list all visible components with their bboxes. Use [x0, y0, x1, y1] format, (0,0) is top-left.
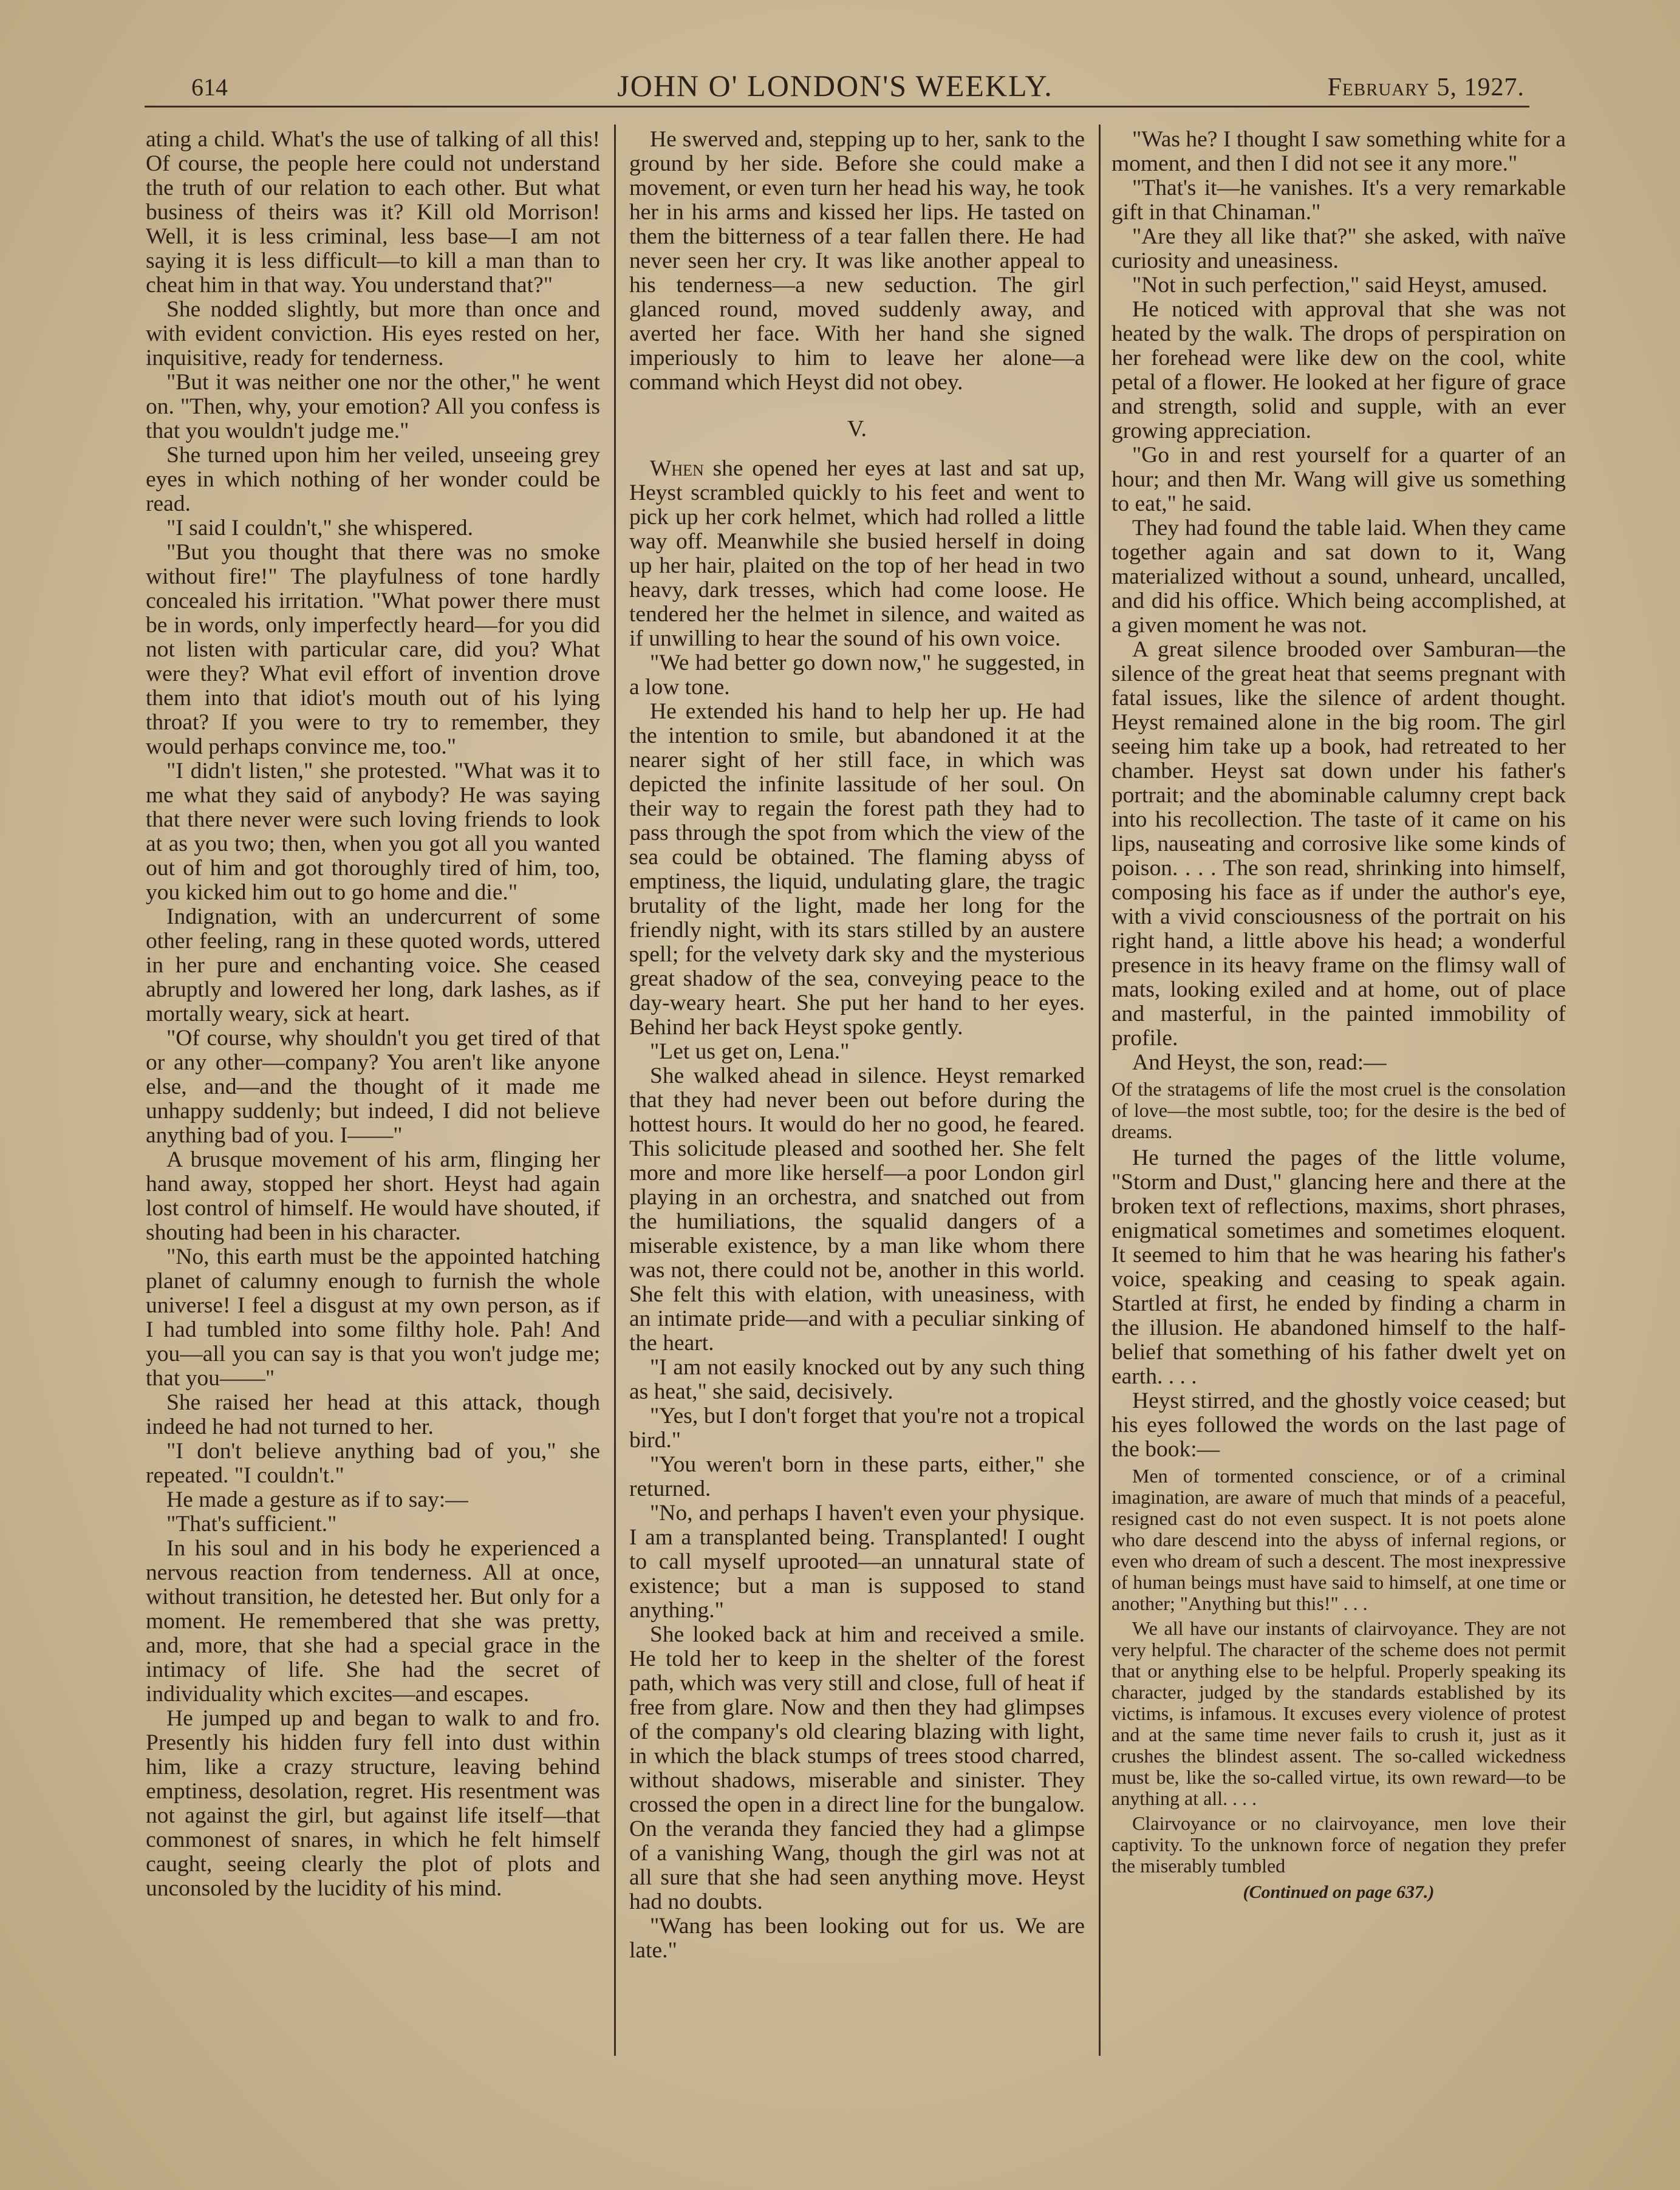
quotation-1: Of the stratagems of life the most cruel is the consolation of love—the most subtle, too; for the desire is the bed of dreams.: [1111, 1078, 1566, 1142]
header-rule: [145, 106, 1529, 107]
column-3-quotation: [1111, 1465, 1566, 1877]
paragraph: They had found the table laid. When they came together again and sat down to it, Wang materialized without a sound, unheard, uncalled, and did his office. Which being accomplished, at a given moment he was not.: [1111, 516, 1566, 638]
column-2-top: [629, 128, 1085, 395]
paragraph: "We had better go down now," he suggested, in a low tone.: [629, 650, 1085, 700]
column-rule-left: [614, 125, 616, 2056]
paragraph: "I didn't listen," she protested. "What was it to me what they said of anybody? He was saying that there never were such loving friends to look at as you two; then, when you got all you wanted out of him and got thoroughly tired of him, too, you kicked him out to go home and die.": [146, 759, 600, 905]
paragraph: She nodded slightly, but more than once and with evident conviction. His eyes rested on her, inquisitive, ready for tenderness.: [146, 297, 600, 370]
paragraph: "Of course, why shouldn't you get tired of that or any other—company? You aren't like anyone else, and—and the thought of it made me unhappy suddenly; but indeed, I did not believe anything bad of you. I——": [146, 1026, 600, 1148]
paragraph: He turned the pages of the little volume, "Storm and Dust," glancing here and there at the broken text of reflections, maxims, short phrases, enigmatical sometimes and sometimes eloquent. It seemed to him that he was hearing his father's voice, speaking and ceasing to speak again. Startled at first, he ended by finding a charm in the illusion. He abandoned himself to the half-belief that something of his father dwelt yet on earth. . . .: [1111, 1145, 1566, 1389]
paragraph: "You weren't born in these parts, either," she returned.: [629, 1452, 1085, 1501]
column-rule-right: [1099, 125, 1101, 2056]
column-2: [629, 128, 1085, 2065]
publication-title: JOHN O' LONDON'S WEEKLY.: [617, 69, 1053, 103]
paragraph: "But it was neither one nor the other," he went on. "Then, why, your emotion? All you confess is that you wouldn't judge me.": [146, 370, 600, 443]
column-1: [146, 128, 600, 2065]
section-opening-paragraph: [629, 457, 1085, 651]
paragraph: "Are they all like that?" she asked, with naïve curiosity and uneasiness.: [1111, 224, 1566, 273]
column-3: [1111, 128, 1566, 2065]
section-heading: V.: [847, 416, 867, 442]
paragraph: She walked ahead in silence. Heyst remarked that they had never been out before during the hottest hours. It would do her no good, he feared. This solicitude pleased and soothed her. She felt more and more like herself—a poor London girl playing in an orchestra, and snatched out from the humiliations, the squalid dangers of a miserable existence, by a man like whom there was not, there could not be, another in this world. She felt this with elation, with uneasiness, with an intimate pride—and with a peculiar sinking of the heart.: [629, 1063, 1085, 1356]
paragraph: He extended his hand to help her up. He had the intention to smile, but abandoned it at the nearer sight of her still face, in which was depicted the infinite lassitude of her soul. On their way to regain the forest path they had to pass through the spot from which the view of the sea could be obtained. The flaming abyss of emptiness, the liquid, undulating glare, the tragic brutality of the light, made her long for the friendly night, with its stars stilled by an austere spell; for the velvety dark sky and the mysterious great shadow of the sea, conveying peace to the day-weary heart. She put her hand to her eyes. Behind her back Heyst spoke gently.: [629, 699, 1085, 1040]
paragraph: Indignation, with an undercurrent of some other feeling, rang in these quoted words, uttered in her pure and enchanting voice. She ceased abruptly and lowered her long, dark lashes, as if mortally weary, sick at heart.: [146, 904, 600, 1026]
paragraph: He noticed with approval that she was not heated by the walk. The drops of perspiration on her forehead were like dew on the cool, white petal of a flower. He looked at her figure of grace and strength, solid and supple, with an ever growing appreciation.: [1111, 297, 1566, 443]
paragraph: A brusque movement of his arm, flinging her hand away, stopped her short. Heyst had again lost control of himself. He would have shouted, if shouting had been in his character.: [146, 1147, 600, 1245]
paragraph: And Heyst, the son, read:—: [1132, 1050, 1387, 1075]
paragraph: "Yes, but I don't forget that you're not a tropical bird.": [629, 1404, 1085, 1453]
paragraph: "But you thought that there was no smoke without fire!" The playfulness of tone hardly concealed his irritation. "What power there must be in words, only imperfectly heard—for you did not listen with particular care, did you? What were they? What evil effort of invention drove them into that idiot's mouth out of his lying throat? If you were to try to remember, they would perhaps convince me, too.": [146, 540, 600, 759]
paragraph: "That's sufficient.": [166, 1512, 337, 1537]
paragraph: "Was he? I thought I saw something white for a moment, and then I did not see it any more.": [1111, 128, 1566, 176]
paragraph: "I said I couldn't," she whispered.: [166, 516, 473, 541]
paragraph: Men of tormented conscience, or of a criminal imagination, are aware of much that minds of a peaceful, resigned cast do not even suspect. It is not poets alone who dare descend into the abyss of infernal regions, or even who dream of such a descent. The most inexpressive of human beings must have said to himself, at one time or another; "Anything but this!" . . .: [1111, 1465, 1566, 1614]
paragraph: She looked back at him and received a smile. He told her to keep in the shelter of the forest path, which was very still and close, full of heat if free from glare. Now and then they had glimpses of the company's old clearing blazing with light, in which the black stumps of trees stood charred, without shadows, miserable and sinister. They crossed the open in a direct line for the bungalow. On the veranda they fancied they had a glimpse of a vanishing Wang, though the girl was not at all sure that she had seen anything move. Heyst had no doubts.: [629, 1622, 1085, 1914]
paragraph: He swerved and, stepping up to her, sank to the ground by her side. Before she could make a movement, or even turn her head his way, he took her in his arms and kissed her lips. He tasted on them the bitterness of a tear fallen there. He had never seen her cry. It was like another appeal to his tenderness—a new seduction. The girl glanced round, moved suddenly away, and averted her face. With her hand she signed imperiously to him to leave her alone—a command which Heyst did not obey.: [629, 128, 1085, 395]
page-number: 614: [191, 73, 228, 101]
paragraph: "No, this earth must be the appointed hatching planet of calumny enough to furnish the whole universe! I feel a disgust at my own person, as if I had tumbled into some filthy hole. Pah! And you—all you can say is that you won't judge me; that you——": [146, 1244, 600, 1391]
paragraph: We all have our instants of clairvoyance. They are not very helpful. The character of the scheme does not permit that or anything else to be helpful. Properly speaking its character, judged by the standards established by its victims, is infamous. It excuses every violence of protest and at the same time never fails to crush it, just as it crushes the blindest assent. The so-called wickedness must be, like the so-called virtue, its own reward—to be anything at all. . . .: [1111, 1617, 1566, 1809]
paragraph: She turned upon him her veiled, unseeing grey eyes in which nothing of her wonder could be read.: [146, 443, 600, 516]
paragraph: "Wang has been looking out for us. We are late.": [629, 1914, 1085, 1963]
column-3-top: [1111, 128, 1566, 1075]
paragraph: Heyst stirred, and the ghostly voice ceased; but his eyes followed the words on the last page of the book:—: [1111, 1388, 1566, 1462]
opening-text: she opened her eyes at last and sat up, Heyst scrambled quickly to his feet and went to pick up her cork helmet, which had rolled a little way off. Meanwhile she busied herself in doing up her hair, plaited on the top of her head in two heavy, dark tresses, which had come loose. He tendered her the helmet in silence, and waited as if unwilling to hear the sound of his own voice.: [629, 456, 1085, 651]
paragraph: "That's it—he vanishes. It's a very remarkable gift in that Chinaman.": [1111, 176, 1566, 225]
paragraph: "I don't believe anything bad of you," she repeated. "I couldn't.": [146, 1439, 600, 1488]
paragraph: A great silence brooded over Samburan—the silence of the great heat that seems pregnant with fatal issues, like the silence of ardent thought. Heyst remained alone in the big room. The girl seeing him take up a book, had retreated to her chamber. Heyst sat down under his father's portrait; and the abominable calumny crept back into his recollection. The taste of it came on his lips, nauseating and corrosive like some kinds of poison. . . . The son read, shrinking into himself, composing his face as if under the author's eye, with a vivid consciousness of the portrait on his right hand, a little above his head; a wonderful presence in its heavy frame on the flimsy wall of mats, looking exiled and at home, out of place and masterful, in the painted immobility of profile.: [1111, 637, 1566, 1051]
continued-note: (Continued on page 637.): [1243, 1882, 1435, 1902]
paragraph: He jumped up and began to walk to and fro. Presently his hidden fury fell into dust within him, like a crazy structure, leaving behind emptiness, desolation, regret. His resentment was not against the girl, but against life itself—that commonest of snares, in which he felt himself caught, seeing clearly the plot of plots and unconsoled by the lucidity of his mind.: [146, 1706, 600, 1901]
paragraph: In his soul and in his body he experienced a nervous reaction from tenderness. All at once, without transition, he detested her. But only for a moment. He remembered that she was pretty, and, more, that she had a special grace in the intimacy of life. She had the secret of individuality which excites—and escapes.: [146, 1536, 600, 1707]
paragraph: "Not in such perfection," said Heyst, amused.: [1132, 273, 1548, 298]
page-header: [146, 67, 1525, 109]
paragraph: "Let us get on, Lena.": [650, 1039, 850, 1064]
column-3-body: [1111, 1146, 1566, 1462]
paragraph: ating a child. What's the use of talking of all this! Of course, the people here could not understand the truth of our relation to each other. But what business of theirs was it? Kill old Morrison! Well, it is less criminal, less base—I am not saying it is less difficult—to kill a man than to cheat him in that way. You understand that?": [146, 128, 600, 298]
paragraph: "Go in and rest yourself for a quarter of an hour; and then Mr. Wang will give us something to eat," he said.: [1111, 443, 1566, 516]
paragraph: "No, and perhaps I haven't even your physique. I am a transplanted being. Transplanted! I ought to call myself uprooted—an unnatural state of existence; but a man is supposed to stand anything.": [629, 1501, 1085, 1623]
issue-date: February 5, 1927.: [1327, 73, 1525, 101]
paragraph: "I am not easily knocked out by any such thing as heat," she said, decisively.: [629, 1355, 1085, 1404]
paragraph: He made a gesture as if to say:—: [166, 1487, 468, 1512]
drop-word: When: [650, 456, 704, 481]
column-2-body: [629, 651, 1085, 1963]
paragraph: Clairvoyance or no clairvoyance, men love their captivity. To the unknown force of negation they prefer the miserably tumbled: [1111, 1812, 1566, 1877]
paragraph: She raised her head at this attack, though indeed he had not turned to her.: [146, 1390, 600, 1439]
